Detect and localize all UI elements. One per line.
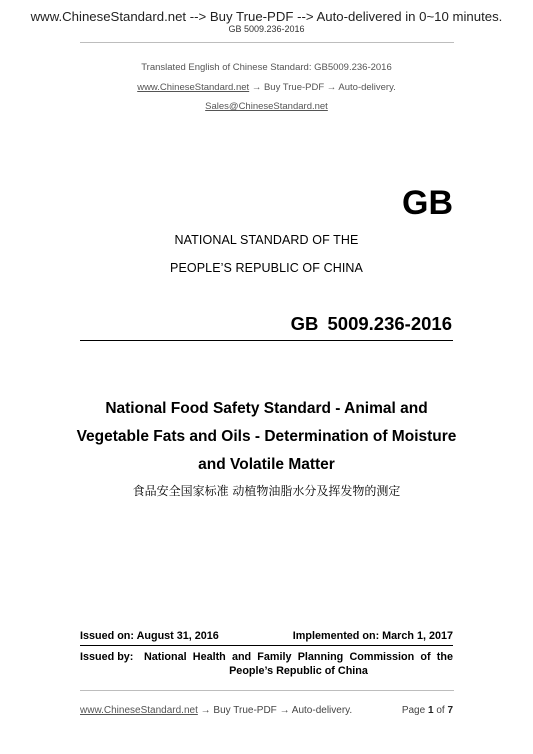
site-link[interactable]: www.ChineseStandard.net [137,82,250,93]
top-banner: www.ChineseStandard.net --> Buy True-PDF --> Auto-delivered in 0~10 minutes. [30,9,503,24]
header-divider [80,42,454,43]
issued-on: Issued on: August 31, 2016 [80,630,219,642]
national-standard-line-1: NATIONAL STANDARD OF THE [174,233,359,247]
footer-site-link[interactable]: www.ChineseStandard.net [80,705,198,716]
page-indicator [402,705,453,717]
national-standard-line-2: PEOPLE’S REPUBLIC OF CHINA [170,261,363,275]
email-line [0,101,533,112]
translation-note: Translated English of Chinese Standard: GB5009.236-2016 [141,62,392,73]
issued-by-value: National Health and Family Planning Commission of the People’s Republic of China [144,651,453,677]
right-arrow-icon: → [279,705,290,716]
implemented-on: Implemented on: March 1, 2017 [292,630,453,642]
email-link[interactable]: Sales@ChineseStandard.net [205,101,328,112]
purchase-line [0,82,533,93]
footer [80,705,453,717]
issue-dates [80,630,453,643]
footer-delivery-text: Auto-delivery. [291,705,353,716]
right-arrow-icon: → [200,705,211,716]
right-arrow-icon: → [326,82,337,93]
page-current: 1 [427,705,434,716]
footer-buy-text: Buy True-PDF [213,705,277,716]
footer-divider [80,690,454,691]
issue-divider [80,645,453,646]
header-doc-code: GB 5009.236-2016 [228,24,305,34]
gb-mark: GB [402,184,453,222]
delivery-text: Auto-delivery. [338,82,396,93]
issued-by [80,650,453,678]
issued-by-label: Issued by: [80,651,134,663]
standard-code: GB 5009.236-2016 [290,313,452,334]
right-arrow-icon: → [251,82,262,93]
code-divider [80,340,453,341]
english-title: National Food Safety Standard - Animal and Vegetable Fats and Oils - Determination of Moisture and Volatile Matter [76,400,457,473]
buy-text: Buy True-PDF [263,82,325,93]
page-total: 7 [447,705,453,716]
chinese-title: 食品安全国家标准 动植物油脂水分及挥发物的测定 [132,484,401,498]
page-of: of [436,705,445,716]
page-label: Page [401,705,426,716]
